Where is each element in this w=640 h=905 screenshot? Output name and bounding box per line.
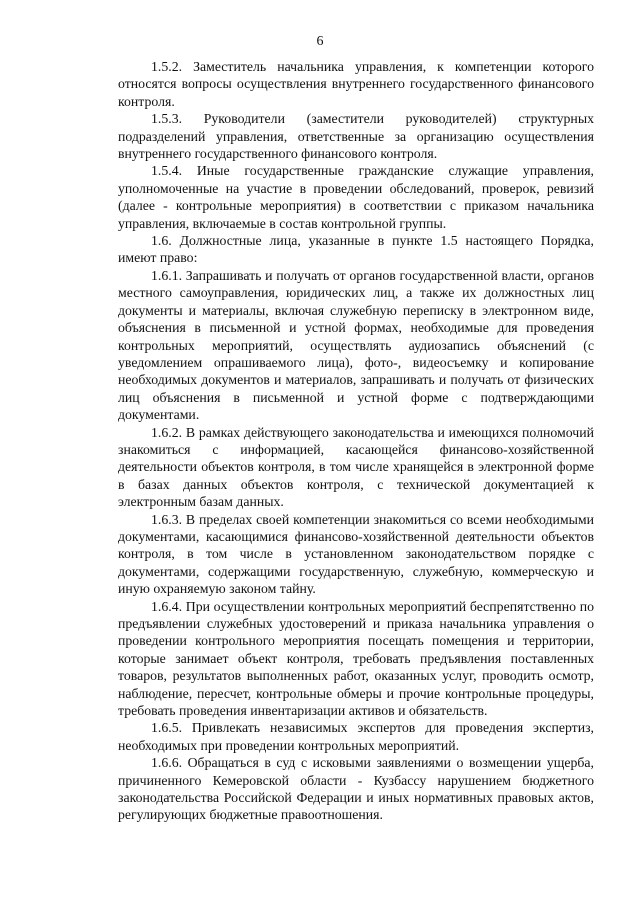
page-number: 6	[316, 34, 324, 49]
paragraph-1-6-6: 1.6.6. Обращаться в суд с исковыми заявлениями о возмещении ущерба, причиненного Кемеровской области - Кузбассу нарушением бюджетного законодательства Российской Федерации и иных нормативных правовых актов, регулирующих бюджетные правоотношения.	[118, 755, 594, 823]
paragraph-1-5-4: 1.5.4. Иные государственные гражданские служащие управления, уполномоченные на участие в проведении обследований, проверок, ревизий (далее - контрольные мероприятия) в соответствии с приказом начальника управления, включаемые в состав контрольной группы.	[118, 163, 594, 231]
paragraph-1-6-3: 1.6.3. В пределах своей компетенции знакомиться со всеми необходимыми документами, касающимися финансово-хозяйственной деятельности объектов контроля, в том числе в установленном законодательством порядке с документами, содержащими государственную, служебную, коммерческую и иную охраняемую законом тайну.	[118, 511, 594, 597]
paragraph-1-6: 1.6. Должностные лица, указанные в пункте 1.5 настоящего Порядка, имеют право:	[118, 233, 594, 266]
paragraph-1-5-3: 1.5.3. Руководители (заместители руководителей) структурных подразделений управления, ответственные за организацию осуществления внутреннего государственного финансового контроля.	[118, 111, 594, 162]
paragraph-1-6-4: 1.6.4. При осуществлении контрольных мероприятий беспрепятственно по предъявлении служебных удостоверений и приказа начальника управления о проведении контрольного мероприятия посещать помещения и территории, которые занимает объект контроля, требовать предъявления поставленных товаров, результатов выполненных работ, оказанных услуг, проводить осмотр, наблюдение, пересчет, контрольные обмеры и прочие контрольные процедуры, требовать проведения инвентаризации активов и обязательств.	[118, 598, 594, 719]
paragraph-1-6-5: 1.6.5. Привлекать независимых экспертов для проведения экспертиз, необходимых при проведении контрольных мероприятий.	[118, 720, 594, 753]
document-body	[118, 58, 594, 824]
paragraph-1-5-2: 1.5.2. Заместитель начальника управления, к компетенции которого относятся вопросы осуществления внутреннего государственного финансового контроля.	[118, 59, 594, 109]
paragraph-1-6-2: 1.6.2. В рамках действующего законодательства и имеющихся полномочий знакомиться с информацией, касающейся финансово-хозяйственной деятельности объектов контроля, в том числе хранящейся в электронной форме в базах данных объектов контроля, с технической документацией к электронным базам данных.	[118, 424, 594, 510]
paragraph-1-6-1: 1.6.1. Запрашивать и получать от органов государственной власти, органов местного самоуправления, юридических лиц, а также их должностных лиц документы и материалы, включая служебную переписку в электронном виде, объяснения в письменной и устной формах, необходимые для проведения контрольных мероприятий, осуществлять аудиозапись объяснений (с уведомлением опрашиваемого лица), фото-, видеосъемку и копирование необходимых документов и материалов, запрашивать и получать от физических лиц объяснения в письменной и устной форме с подтверждающими документами.	[118, 267, 594, 423]
